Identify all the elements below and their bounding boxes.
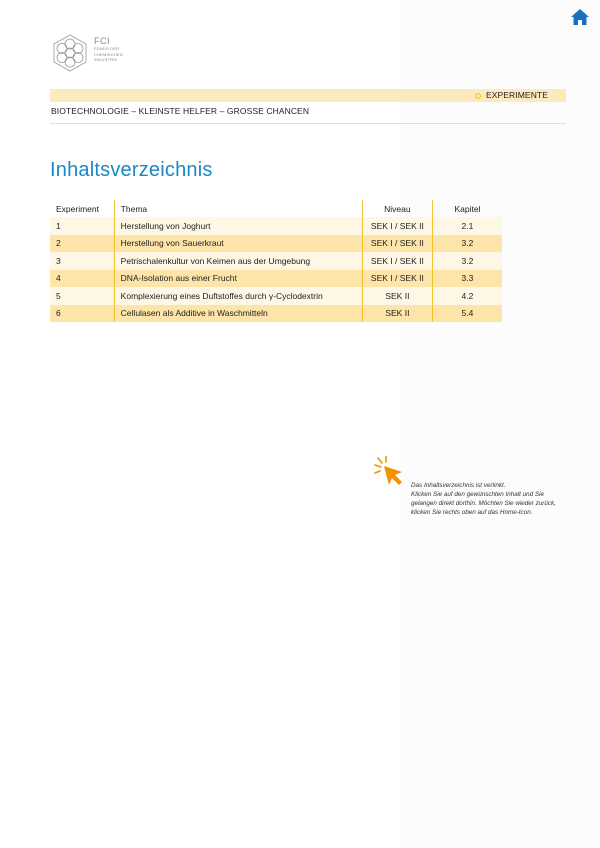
cell-kapitel: 3.2 bbox=[432, 235, 502, 253]
hint-line: Klicken Sie auf den gewünschten Inhalt und Sie bbox=[411, 491, 545, 498]
column-header-niveau: Niveau bbox=[362, 200, 432, 217]
navigation-hint bbox=[411, 481, 571, 517]
cell-kapitel: 3.2 bbox=[432, 252, 502, 270]
logo-subtitle-line: CHEMISCHEN bbox=[94, 51, 123, 57]
hint-line: gelangen direkt dorthin. Möchten Sie wieder zurück, bbox=[411, 500, 556, 507]
table-row[interactable] bbox=[50, 235, 502, 253]
logo-text bbox=[94, 36, 123, 63]
cell-experiment: 6 bbox=[50, 305, 114, 323]
document-subtitle: BIOTECHNOLOGIE – KLEINSTE HELFER – GROSSE CHANCEN bbox=[51, 106, 310, 116]
fci-logo-icon bbox=[50, 33, 90, 73]
section-label-text: EXPERIMENTE bbox=[485, 90, 548, 100]
cell-niveau: SEK I / SEK II bbox=[362, 270, 432, 288]
cursor-click-icon bbox=[372, 456, 408, 488]
hint-line: klicken Sie rechts oben auf das Home-Icon. bbox=[411, 509, 533, 516]
table-row[interactable] bbox=[50, 217, 502, 235]
logo-name: FCI bbox=[94, 36, 110, 46]
side-margin-panel bbox=[400, 0, 600, 848]
cell-kapitel: 4.2 bbox=[432, 287, 502, 305]
cell-thema[interactable]: Herstellung von Sauerkraut bbox=[114, 235, 362, 253]
cell-kapitel: 5.4 bbox=[432, 305, 502, 323]
cell-experiment: 5 bbox=[50, 287, 114, 305]
home-icon bbox=[570, 8, 590, 26]
cell-experiment: 2 bbox=[50, 235, 114, 253]
cell-kapitel: 3.3 bbox=[432, 270, 502, 288]
circle-icon bbox=[475, 93, 481, 99]
logo-subtitle-line: FONDS DER bbox=[94, 46, 120, 51]
cell-kapitel: 2.1 bbox=[432, 217, 502, 235]
page-title: Inhaltsverzeichnis bbox=[50, 159, 213, 181]
table-row[interactable] bbox=[50, 252, 502, 270]
table-header-row bbox=[50, 200, 502, 217]
column-header-experiment: Experiment bbox=[56, 203, 99, 214]
column-header-thema: Thema bbox=[114, 200, 362, 217]
header-divider bbox=[50, 123, 566, 124]
cell-thema[interactable]: Petrischalenkultur von Keimen aus der Umgebung bbox=[114, 252, 362, 270]
fci-logo bbox=[50, 33, 123, 73]
cell-thema[interactable]: Komplexierung eines Duftstoffes durch γ-Cyclodextrin bbox=[114, 287, 362, 305]
hint-line: Das Inhaltsverzeichnis ist verlinkt. bbox=[411, 482, 506, 489]
cell-niveau: SEK I / SEK II bbox=[362, 252, 432, 270]
cell-experiment: 1 bbox=[50, 217, 114, 235]
cell-experiment: 4 bbox=[50, 270, 114, 288]
cell-experiment: 3 bbox=[50, 252, 114, 270]
cell-niveau: SEK I / SEK II bbox=[362, 217, 432, 235]
cell-niveau: SEK II bbox=[362, 287, 432, 305]
cell-niveau: SEK II bbox=[362, 305, 432, 323]
column-header-kapitel: Kapitel bbox=[432, 200, 502, 217]
table-row[interactable] bbox=[50, 305, 502, 323]
cell-thema[interactable]: DNA-Isolation aus einer Frucht bbox=[114, 270, 362, 288]
home-button[interactable] bbox=[570, 8, 590, 26]
table-row[interactable] bbox=[50, 287, 502, 305]
logo-subtitle-line: INDUSTRIE bbox=[94, 57, 118, 62]
table-row[interactable] bbox=[50, 270, 502, 288]
section-label bbox=[475, 89, 548, 102]
contents-table bbox=[50, 200, 502, 322]
cell-thema[interactable]: Cellulasen als Additive in Waschmitteln bbox=[114, 305, 362, 323]
cell-niveau: SEK I / SEK II bbox=[362, 235, 432, 253]
section-bar bbox=[50, 89, 566, 102]
cell-thema[interactable]: Herstellung von Joghurt bbox=[114, 217, 362, 235]
